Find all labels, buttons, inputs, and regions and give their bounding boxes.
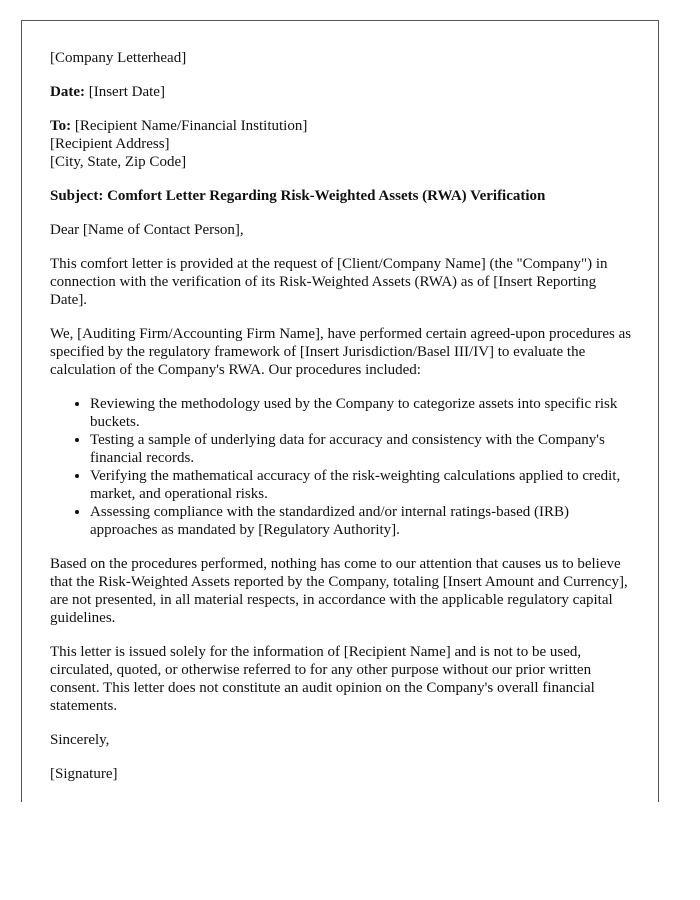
recipient-block [50, 117, 635, 171]
date-value: [Insert Date] [88, 84, 165, 100]
list-item: • Testing a sample of underlying data for accuracy and consistency with the Company's financial records. [90, 431, 635, 467]
procedure-list [50, 395, 635, 539]
recipient-label: To: [50, 118, 72, 134]
signature: [Signature] [50, 766, 118, 782]
recipient-city: [City, State, Zip Code] [50, 154, 187, 170]
list-item: • Assessing compliance with the standardized and/or internal ratings-based (IRB) approaches as mandated by [Regulatory Authority]. [90, 503, 635, 539]
letterhead: [Company Letterhead] [50, 50, 187, 66]
closing: Sincerely, [50, 732, 110, 748]
subject-line: Subject: Comfort Letter Regarding Risk-Weighted Assets (RWA) Verification [50, 188, 546, 204]
list-item: • Verifying the mathematical accuracy of the risk-weighting calculations applied to credit, market, and operational risks. [90, 467, 635, 503]
list-item: • Reviewing the methodology used by the Company to categorize assets into specific risk buckets. [90, 395, 635, 431]
recipient-address: [Recipient Address] [50, 136, 170, 152]
letter-content [50, 49, 635, 799]
intro-paragraph: This comfort letter is provided at the request of [Client/Company Name] (the "Company") in connection with the verification of its Risk-Weighted Assets (RWA) as of [Insert Reporting Date]. [50, 256, 608, 308]
conclusion-paragraph: Based on the procedures performed, nothing has come to our attention that causes us to believe that the Risk-Weighted Assets reported by the Company, totaling [Insert Amount and Currency], are not presented, in all material respects, in accordance with the applicable regulatory capital guidelines. [50, 556, 628, 626]
salutation: Dear [Name of Contact Person], [50, 222, 244, 238]
restriction-paragraph: This letter is issued solely for the information of [Recipient Name] and is not to be used, circulated, quoted, or otherwise referred to for any other purpose without our prior written consent. This letter does not constitute an audit opinion on the Company's overall financial statements. [50, 644, 595, 714]
recipient-name: [Recipient Name/Financial Institution] [74, 118, 308, 134]
procedures-paragraph: We, [Auditing Firm/Accounting Firm Name], have performed certain agreed-upon procedures as specified by the regulatory framework of [Insert Jurisdiction/Basel III/IV] to evaluate the calculation of the Company's RWA. Our procedures included: [50, 326, 632, 378]
date-label: Date: [50, 84, 85, 100]
recipient-name-line [50, 117, 635, 135]
letter-page [21, 20, 659, 802]
date-line [50, 83, 635, 101]
